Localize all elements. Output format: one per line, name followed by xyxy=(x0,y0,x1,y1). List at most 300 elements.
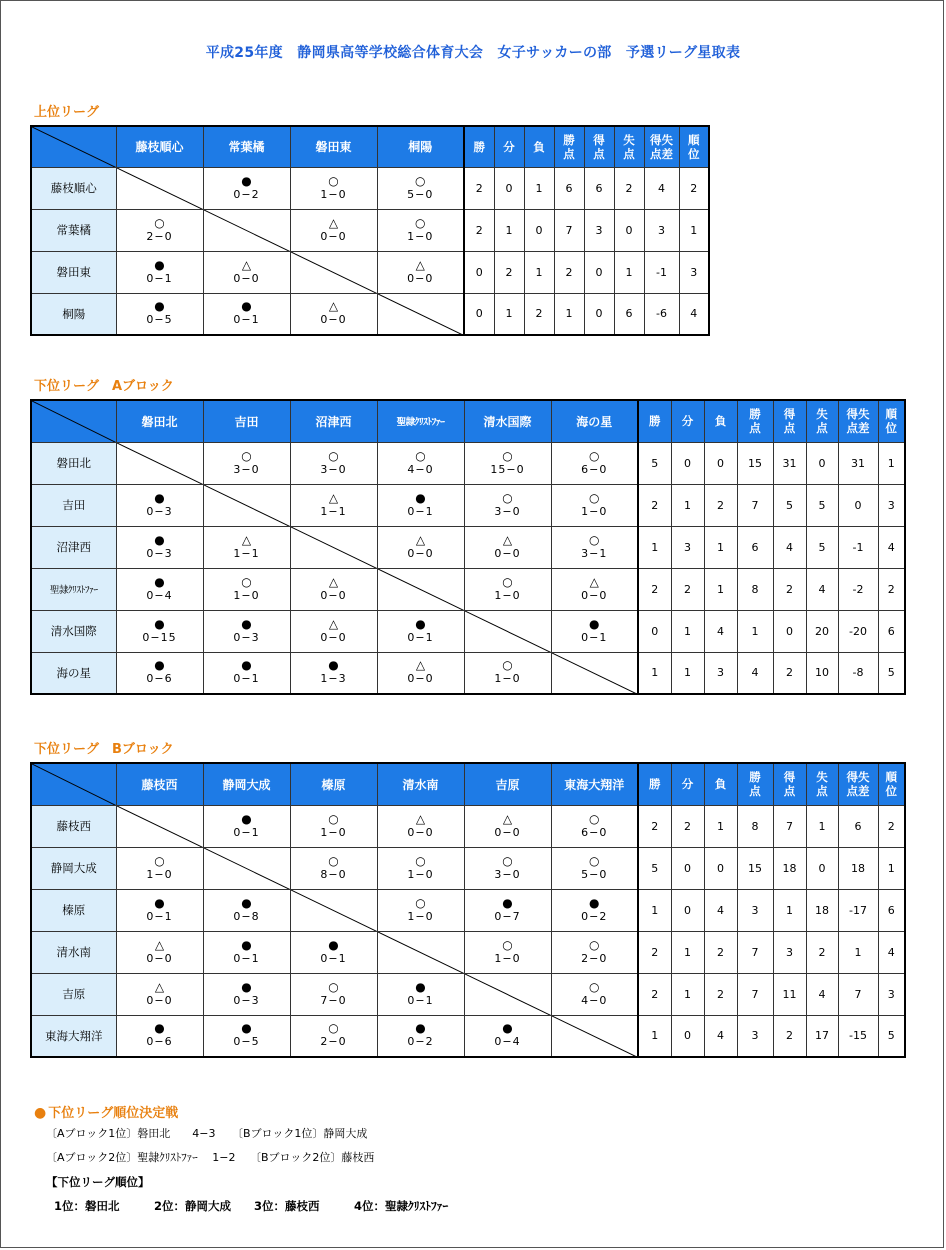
stat-header-gf xyxy=(773,763,806,805)
self-match-cell xyxy=(377,931,464,973)
stat-cell-win: 1 xyxy=(638,652,671,694)
match-score: 0−3 xyxy=(233,630,260,644)
result-mark-icon: ● xyxy=(154,895,165,910)
result-mark-icon: ○ xyxy=(241,448,252,463)
match-result-cell xyxy=(116,889,203,931)
result-mark-icon: ○ xyxy=(589,979,600,994)
stat-header-line: 点 xyxy=(816,421,828,436)
stat-header-line: 点 xyxy=(749,421,761,436)
match-result-cell xyxy=(116,973,203,1015)
result-mark-icon: △ xyxy=(154,979,165,994)
match-score: 0−1 xyxy=(320,951,347,965)
match-result-cell xyxy=(551,568,638,610)
stat-cell-ga: 4 xyxy=(806,568,838,610)
stat-cell-points: 8 xyxy=(737,805,773,847)
final-ranking: 1位：磐田北 2位：静岡大成 3位：藤枝西 4位：聖隷ｸﾘｽﾄﾌｧｰ xyxy=(54,1199,449,1213)
result-mark-icon: ○ xyxy=(328,1021,339,1036)
match-result-cell xyxy=(464,1015,551,1057)
result-mark-icon: △ xyxy=(415,658,426,673)
stat-cell-gd: 6 xyxy=(838,805,878,847)
result-mark-icon: △ xyxy=(502,532,513,547)
match-score: 1−0 xyxy=(494,588,521,602)
self-match-cell xyxy=(290,251,377,293)
match-result-cell xyxy=(290,209,377,251)
table-row xyxy=(31,209,709,251)
match-result-cell xyxy=(116,931,203,973)
row-team-name: 吉原 xyxy=(31,973,116,1015)
stat-header-line: 勝 xyxy=(749,407,761,422)
stat-cell-loss: 4 xyxy=(704,610,737,652)
result-mark-icon: ● xyxy=(154,574,165,589)
match-score: 0−0 xyxy=(407,825,434,839)
match-result-cell xyxy=(203,526,290,568)
stat-cell-gd: -1 xyxy=(838,526,878,568)
stat-cell-ga: 0 xyxy=(806,847,838,889)
stat-cell-points: 6 xyxy=(554,167,584,209)
stat-cell-draw: 1 xyxy=(671,652,704,694)
stat-cell-gf: 0 xyxy=(773,610,806,652)
match-result-cell xyxy=(116,484,203,526)
result-mark-icon: ● xyxy=(415,979,426,994)
result-mark-icon: ● xyxy=(154,532,165,547)
match-score: 0−3 xyxy=(146,504,173,518)
table-row xyxy=(31,526,905,568)
stat-cell-points: 7 xyxy=(554,209,584,251)
result-mark-icon: ○ xyxy=(154,853,165,868)
match-result-cell xyxy=(116,526,203,568)
diagonal-line-icon xyxy=(117,443,204,485)
match-score: 0−0 xyxy=(494,825,521,839)
stat-cell-points: 4 xyxy=(737,652,773,694)
self-match-cell xyxy=(464,973,551,1015)
diagonal-line-icon xyxy=(291,527,378,569)
match-score: 0−4 xyxy=(146,588,173,602)
match-result-cell xyxy=(116,1015,203,1057)
match-score: 0−0 xyxy=(320,588,347,602)
stat-cell-rank: 3 xyxy=(679,251,709,293)
stat-cell-draw: 0 xyxy=(671,1015,704,1057)
result-mark-icon: △ xyxy=(328,616,339,631)
stat-header-loss: 負 xyxy=(704,400,737,442)
stat-cell-rank: 2 xyxy=(878,805,905,847)
match-score: 4−0 xyxy=(407,462,434,476)
stat-cell-gf: 6 xyxy=(584,167,614,209)
stat-cell-gf: 5 xyxy=(773,484,806,526)
result-mark-icon: ● xyxy=(154,616,165,631)
table-row xyxy=(31,484,905,526)
stat-cell-points: 7 xyxy=(737,484,773,526)
row-team-name: 東海大翔洋 xyxy=(31,1015,116,1057)
match-result-cell xyxy=(203,442,290,484)
stat-cell-gd: 3 xyxy=(644,209,679,251)
stat-header-rank xyxy=(878,763,905,805)
stat-header-points xyxy=(554,126,584,167)
stat-header-line: 得失 xyxy=(846,407,870,422)
stat-cell-gf: 0 xyxy=(584,293,614,335)
match-result-cell xyxy=(290,652,377,694)
table-row xyxy=(31,293,709,335)
section-title-upper: 上位リーグ xyxy=(34,105,100,120)
table-row xyxy=(31,167,709,209)
stat-cell-win: 1 xyxy=(638,1015,671,1057)
stat-header-line: 位 xyxy=(885,784,897,799)
league-table xyxy=(30,399,906,695)
stat-cell-win: 2 xyxy=(638,805,671,847)
stat-cell-gd: -1 xyxy=(644,251,679,293)
stat-cell-draw: 1 xyxy=(671,610,704,652)
diagonal-line-icon xyxy=(552,653,639,695)
self-match-cell xyxy=(116,805,203,847)
self-match-cell xyxy=(377,568,464,610)
result-mark-icon: ○ xyxy=(328,173,339,188)
match-score: 3−0 xyxy=(320,462,347,476)
diagonal-line-icon xyxy=(32,764,116,805)
stat-cell-ga: 0 xyxy=(614,209,644,251)
match-result-cell xyxy=(290,484,377,526)
diagonal-line-icon xyxy=(465,611,552,653)
result-mark-icon: ● xyxy=(241,811,252,826)
match-result-cell xyxy=(290,805,377,847)
corner-cell xyxy=(31,400,116,442)
match-score: 3−0 xyxy=(494,504,521,518)
match-result-cell xyxy=(551,442,638,484)
result-mark-icon: ○ xyxy=(415,173,426,188)
match-score: 0−0 xyxy=(233,271,260,285)
result-mark-icon: △ xyxy=(589,574,599,589)
stat-cell-loss: 0 xyxy=(704,442,737,484)
match-result-cell xyxy=(377,251,464,293)
match-result-cell xyxy=(203,568,290,610)
match-score: 0−2 xyxy=(407,1035,434,1049)
stat-cell-win: 0 xyxy=(638,610,671,652)
stat-cell-win: 2 xyxy=(464,209,494,251)
stat-cell-loss: 2 xyxy=(524,293,554,335)
stat-cell-rank: 6 xyxy=(878,610,905,652)
stat-cell-points: 2 xyxy=(554,251,584,293)
match-result-cell xyxy=(290,610,377,652)
stat-header-line: 勝 xyxy=(563,132,575,147)
diagonal-line-icon xyxy=(204,485,291,527)
match-score: 0−0 xyxy=(407,546,434,560)
diagonal-line-icon xyxy=(117,168,204,210)
match-score: 0−1 xyxy=(233,951,260,965)
result-mark-icon: △ xyxy=(415,532,426,547)
result-mark-icon: ● xyxy=(328,937,339,952)
result-mark-icon: ● xyxy=(502,1021,513,1036)
stat-cell-gf: 18 xyxy=(773,847,806,889)
row-team-name: 磐田東 xyxy=(31,251,116,293)
match-score: 0−7 xyxy=(494,909,521,923)
stat-cell-draw: 0 xyxy=(671,442,704,484)
match-result-cell xyxy=(290,1015,377,1057)
stat-header-ga xyxy=(614,126,644,167)
corner-cell xyxy=(31,763,116,805)
final-title: ● 下位リーグ順位決定戦 xyxy=(34,1105,179,1121)
self-match-cell xyxy=(203,847,290,889)
match-result-cell xyxy=(203,652,290,694)
column-team-header: 磐田東 xyxy=(290,126,377,167)
match-result-cell xyxy=(203,1015,290,1057)
match-result-cell xyxy=(464,847,551,889)
match-score: 0−1 xyxy=(146,909,173,923)
stat-header-draw: 分 xyxy=(494,126,524,167)
row-team-name: 藤枝西 xyxy=(31,805,116,847)
stat-cell-loss: 2 xyxy=(704,973,737,1015)
result-mark-icon: △ xyxy=(415,257,425,272)
match-result-cell xyxy=(203,973,290,1015)
stat-cell-gf: 3 xyxy=(773,931,806,973)
stat-header-loss: 負 xyxy=(704,763,737,805)
stat-cell-points: 7 xyxy=(737,931,773,973)
stat-header-line: 点差 xyxy=(846,421,870,436)
final-match-1: 〔Aブロック1位〕磐田北 4−3 〔Bブロック1位〕静岡大成 xyxy=(46,1127,368,1140)
result-mark-icon: ○ xyxy=(502,448,513,463)
match-score: 1−1 xyxy=(320,504,347,518)
self-match-cell xyxy=(290,526,377,568)
stat-cell-draw: 0 xyxy=(671,889,704,931)
row-team-name: 磐田北 xyxy=(31,442,116,484)
match-result-cell xyxy=(377,167,464,209)
stat-cell-gd: -20 xyxy=(838,610,878,652)
match-result-cell xyxy=(551,526,638,568)
stat-cell-ga: 20 xyxy=(806,610,838,652)
stat-header-line: 失 xyxy=(623,132,635,147)
self-match-cell xyxy=(551,1015,638,1057)
stat-cell-draw: 0 xyxy=(671,847,704,889)
result-mark-icon: ○ xyxy=(589,811,600,826)
result-mark-icon: ○ xyxy=(328,448,339,463)
match-result-cell xyxy=(116,251,203,293)
stat-cell-ga: 5 xyxy=(806,526,838,568)
match-result-cell xyxy=(377,973,464,1015)
match-score: 0−1 xyxy=(407,993,434,1007)
match-result-cell xyxy=(290,847,377,889)
self-match-cell xyxy=(203,209,290,251)
result-mark-icon: ○ xyxy=(328,979,339,994)
result-mark-icon: ○ xyxy=(502,937,513,952)
match-result-cell xyxy=(464,931,551,973)
stat-cell-draw: 1 xyxy=(671,931,704,973)
match-score: 1−1 xyxy=(233,546,260,560)
result-mark-icon: ● xyxy=(154,490,165,505)
column-team-header: 清水南 xyxy=(377,763,464,805)
stat-cell-rank: 3 xyxy=(878,973,905,1015)
result-mark-icon: ● xyxy=(241,658,252,673)
self-match-cell xyxy=(464,610,551,652)
stat-cell-loss: 4 xyxy=(704,1015,737,1057)
match-score: 4−0 xyxy=(581,993,608,1007)
match-result-cell xyxy=(377,526,464,568)
match-score: 0−0 xyxy=(146,951,173,965)
stat-cell-gf: 1 xyxy=(773,889,806,931)
column-team-header: 海の星 xyxy=(551,400,638,442)
row-team-name: 桐陽 xyxy=(31,293,116,335)
diagonal-line-icon xyxy=(291,252,378,294)
column-team-header: 常葉橘 xyxy=(203,126,290,167)
table-row xyxy=(31,652,905,694)
row-team-name: 海の星 xyxy=(31,652,116,694)
stat-cell-gf: 7 xyxy=(773,805,806,847)
table-row xyxy=(31,1015,905,1057)
table-row xyxy=(31,610,905,652)
match-score: 3−1 xyxy=(581,546,608,560)
match-result-cell xyxy=(203,167,290,209)
column-team-header: 聖隷ｸﾘｽﾄﾌｧｰ xyxy=(377,400,464,442)
match-score: 0−0 xyxy=(581,588,608,602)
stat-header-win: 勝 xyxy=(464,126,494,167)
result-mark-icon: ○ xyxy=(502,658,513,673)
stat-cell-rank: 2 xyxy=(878,568,905,610)
result-mark-icon: △ xyxy=(415,811,426,826)
result-mark-icon: ● xyxy=(154,658,165,673)
stat-cell-gf: 31 xyxy=(773,442,806,484)
match-score: 1−0 xyxy=(494,672,521,686)
match-result-cell xyxy=(203,931,290,973)
match-score: 0−1 xyxy=(581,630,608,644)
stat-header-line: 位 xyxy=(885,421,897,436)
stat-cell-loss: 4 xyxy=(704,889,737,931)
stat-header-line: 得 xyxy=(783,407,796,422)
match-score: 2−0 xyxy=(320,1035,347,1049)
match-score: 2−0 xyxy=(146,229,173,243)
stat-cell-rank: 6 xyxy=(878,889,905,931)
stat-header-line: 点 xyxy=(783,421,796,436)
match-result-cell xyxy=(116,293,203,335)
stat-cell-gf: 4 xyxy=(773,526,806,568)
result-mark-icon: ● xyxy=(589,616,600,631)
stat-header-points xyxy=(737,400,773,442)
match-result-cell xyxy=(290,931,377,973)
diagonal-line-icon xyxy=(32,401,116,442)
match-score: 0−2 xyxy=(581,909,608,923)
row-team-name: 常葉橘 xyxy=(31,209,116,251)
row-team-name: 榛原 xyxy=(31,889,116,931)
match-score: 2−0 xyxy=(581,951,608,965)
match-score: 5−0 xyxy=(581,867,608,881)
result-mark-icon: △ xyxy=(241,257,252,272)
result-mark-icon: ○ xyxy=(415,895,426,910)
match-result-cell xyxy=(203,805,290,847)
stat-header-line: 順 xyxy=(885,770,897,785)
match-result-cell xyxy=(290,442,377,484)
match-result-cell xyxy=(464,568,551,610)
match-score: 0−5 xyxy=(233,1035,260,1049)
result-mark-icon: △ xyxy=(502,811,513,826)
stat-cell-gd: 18 xyxy=(838,847,878,889)
column-team-header: 磐田北 xyxy=(116,400,203,442)
stat-cell-rank: 1 xyxy=(878,847,905,889)
stat-cell-gf: 11 xyxy=(773,973,806,1015)
column-team-header: 藤枝西 xyxy=(116,763,203,805)
match-score: 0−1 xyxy=(407,630,434,644)
match-result-cell xyxy=(290,167,377,209)
league-table xyxy=(30,762,906,1058)
match-score: 0−5 xyxy=(146,313,173,327)
match-score: 1−0 xyxy=(581,504,608,518)
match-score: 15−0 xyxy=(490,462,525,476)
diagonal-line-icon xyxy=(378,932,465,974)
stat-cell-ga: 6 xyxy=(614,293,644,335)
stat-cell-rank: 5 xyxy=(878,1015,905,1057)
stat-header-ga xyxy=(806,763,838,805)
self-match-cell xyxy=(116,167,203,209)
stat-cell-points: 15 xyxy=(737,442,773,484)
final-match-2: 〔Aブロック2位〕聖隷ｸﾘｽﾄﾌｧｰ 1−2 〔Bブロック2位〕藤枝西 xyxy=(46,1151,375,1164)
result-mark-icon: ● xyxy=(154,257,165,272)
column-team-header: 沼津西 xyxy=(290,400,377,442)
stat-header-line: 点 xyxy=(623,146,635,161)
stat-cell-loss: 1 xyxy=(704,526,737,568)
stat-cell-draw: 1 xyxy=(671,484,704,526)
final-ranking-title: 【下位リーグ順位】 xyxy=(46,1175,150,1189)
result-mark-icon: ○ xyxy=(415,448,426,463)
result-mark-icon: ● xyxy=(241,895,252,910)
stat-header-line: 点 xyxy=(749,784,761,799)
stat-cell-points: 6 xyxy=(737,526,773,568)
diagonal-line-icon xyxy=(204,210,291,252)
result-mark-icon: ● xyxy=(241,979,252,994)
result-mark-icon: △ xyxy=(328,574,339,589)
match-result-cell xyxy=(551,805,638,847)
table-row xyxy=(31,889,905,931)
stat-cell-gd: 7 xyxy=(838,973,878,1015)
stat-cell-loss: 1 xyxy=(704,568,737,610)
stat-cell-draw: 1 xyxy=(494,209,524,251)
stat-cell-points: 1 xyxy=(737,610,773,652)
stat-cell-draw: 2 xyxy=(494,251,524,293)
stat-cell-loss: 3 xyxy=(704,652,737,694)
stat-header-win: 勝 xyxy=(638,400,671,442)
stat-cell-draw: 1 xyxy=(494,293,524,335)
match-score: 0−4 xyxy=(494,1035,521,1049)
final-section xyxy=(34,1102,634,1218)
table-row xyxy=(31,442,905,484)
column-team-header: 桐陽 xyxy=(377,126,464,167)
row-team-name: 清水南 xyxy=(31,931,116,973)
column-team-header: 吉田 xyxy=(203,400,290,442)
match-result-cell xyxy=(203,293,290,335)
result-mark-icon: ○ xyxy=(415,215,426,230)
self-match-cell xyxy=(290,889,377,931)
stat-cell-win: 1 xyxy=(638,889,671,931)
stat-cell-ga: 2 xyxy=(614,167,644,209)
result-mark-icon: ● xyxy=(241,173,252,188)
match-score: 6−0 xyxy=(581,462,608,476)
stat-cell-gf: 3 xyxy=(584,209,614,251)
stat-header-draw: 分 xyxy=(671,400,704,442)
result-mark-icon: ○ xyxy=(328,811,339,826)
match-score: 0−0 xyxy=(407,271,434,285)
result-mark-icon: ● xyxy=(415,1021,426,1036)
self-match-cell xyxy=(377,293,464,335)
stat-header-line: 得失 xyxy=(650,132,673,147)
stat-header-rank xyxy=(679,126,709,167)
match-result-cell xyxy=(377,889,464,931)
diagonal-line-icon xyxy=(32,127,116,167)
table-row xyxy=(31,931,905,973)
stat-cell-win: 1 xyxy=(638,526,671,568)
match-result-cell xyxy=(551,931,638,973)
stat-header-points xyxy=(737,763,773,805)
match-result-cell xyxy=(203,610,290,652)
match-score: 0−0 xyxy=(320,229,347,243)
stat-cell-gf: 0 xyxy=(584,251,614,293)
corner-cell xyxy=(31,126,116,167)
match-result-cell xyxy=(464,484,551,526)
stat-cell-gf: 2 xyxy=(773,652,806,694)
result-mark-icon: △ xyxy=(154,937,165,952)
stat-header-gd xyxy=(838,400,878,442)
